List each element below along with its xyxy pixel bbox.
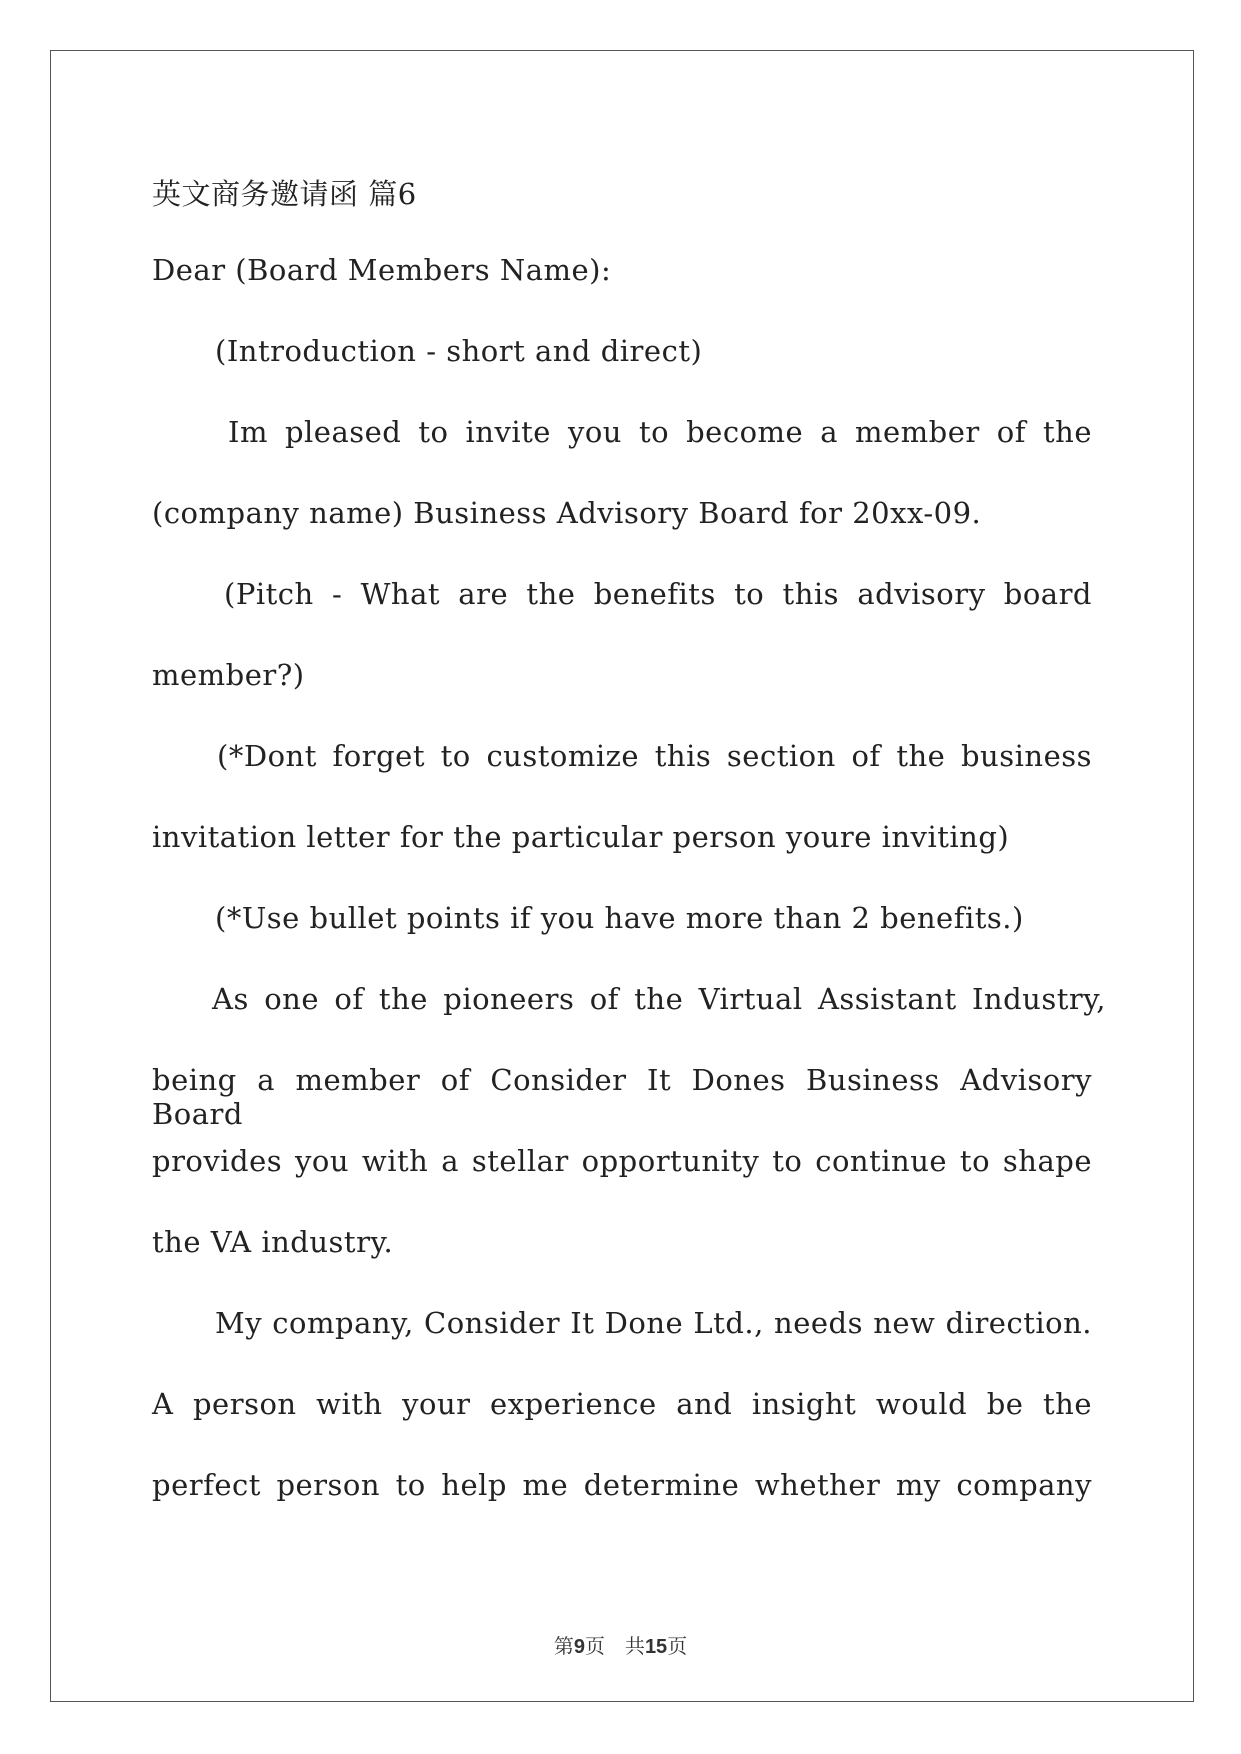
paragraph-line: As one of the pioneers of the Virtual Assistant Industry, — [212, 982, 1106, 1016]
paragraph-line: (*Use bullet points if you have more than 2 benefits.) — [215, 901, 1024, 935]
paragraph-line: My company, Consider It Done Ltd., needs new direction. — [215, 1306, 1092, 1340]
page-number-footer — [0, 1630, 1241, 1659]
paragraph-line: (Introduction - short and direct) — [215, 334, 703, 368]
paragraph-line: A person with your experience and insight would be the — [152, 1387, 1092, 1421]
document-title: 英文商务邀请函 篇6 — [152, 177, 417, 211]
paragraph-line: (Pitch - What are the benefits to this advisory board — [224, 577, 1092, 611]
total-page-number: 15 — [644, 1636, 668, 1658]
current-page-number: 9 — [573, 1636, 585, 1658]
paragraph-line: being a member of Consider It Dones Business Advisory Board — [152, 1063, 1092, 1131]
paragraph-line: invitation letter for the particular person youre inviting) — [152, 820, 1010, 854]
paragraph-line: (company name) Business Advisory Board for 20xx-09. — [152, 496, 982, 530]
paragraph-line: Im pleased to invite you to become a member of the — [228, 415, 1092, 449]
paragraph-line: the VA industry. — [152, 1225, 394, 1259]
paragraph-line: perfect person to help me determine whether my company — [152, 1468, 1092, 1502]
salutation-line: Dear (Board Members Name): — [152, 253, 612, 287]
paragraph-line: provides you with a stellar opportunity to continue to shape — [152, 1144, 1092, 1178]
page-separator: 页 共 — [584, 1634, 645, 1658]
page-suffix: 页 — [667, 1634, 688, 1658]
paragraph-line: (*Dont forget to customize this section of the business — [217, 739, 1092, 773]
paragraph-line: member?) — [152, 658, 305, 692]
page-prefix: 第 — [553, 1634, 574, 1658]
page-border — [50, 50, 1194, 1702]
